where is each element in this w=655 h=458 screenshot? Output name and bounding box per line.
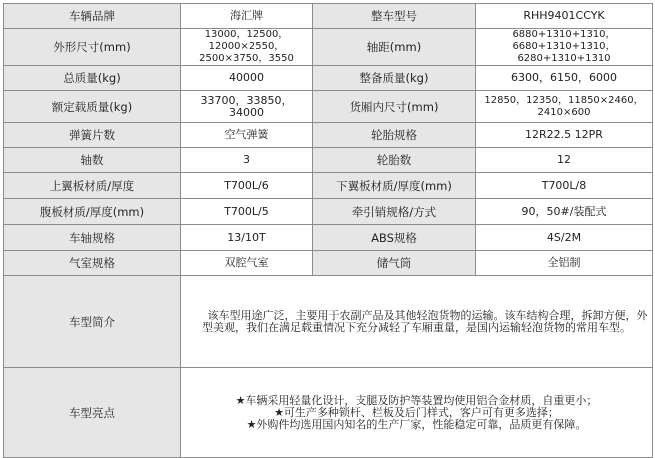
value-model: RHH9401CCYK [476, 4, 653, 29]
table-row [4, 225, 653, 251]
label-axle-spec: 车轴规格 [4, 225, 181, 251]
label-intro: 车型简介 [4, 276, 181, 368]
intro-text: 该车型用途广泛，主要用于农副产品及其他轻泡货物的运输。该车结构合理，拆卸方便，外型美观，我们在满足载重情况下充分减轻了车厢重量，是国内运输轻泡货物的常用车型。 [202, 308, 648, 334]
intro-text-cell [181, 276, 653, 368]
value-air-tank: 全铝制 [476, 251, 653, 276]
table-row [4, 4, 653, 29]
value-curb-mass: 6300，6150，6000 [476, 66, 653, 91]
value-lower-flange: T700L/8 [476, 173, 653, 199]
value-axle-spec: 13/10T [181, 225, 313, 251]
label-axles: 轴数 [4, 148, 181, 173]
value-dimensions: 13000，12500，12000×2550，2500×3750，3550 [181, 29, 313, 66]
table-row [4, 251, 653, 276]
table-row [4, 29, 653, 66]
value-rated-load: 33700，33850，34000 [181, 91, 313, 123]
table-row [4, 123, 653, 148]
table-row [4, 173, 653, 199]
label-tire-count: 轮胎数 [313, 148, 476, 173]
label-brand: 车辆品牌 [4, 4, 181, 29]
value-abs-spec: 4S/2M [476, 225, 653, 251]
label-total-mass: 总质量(kg) [4, 66, 181, 91]
label-air-tank: 储气筒 [313, 251, 476, 276]
table-row [4, 66, 653, 91]
label-highlights: 车型亮点 [4, 368, 181, 458]
table-row [4, 148, 653, 173]
label-lower-flange: 下翼板材质/厚度(mm) [313, 173, 476, 199]
highlight-item: ★车辆采用轻量化设计，支腿及防护等装置均使用铝合金材质，自重更小； [235, 393, 598, 407]
value-cargo-dimensions: 12850，12350，11850×2460，2410×600 [476, 91, 653, 123]
label-air-chamber: 气室规格 [4, 251, 181, 276]
label-spring: 弹簧片数 [4, 123, 181, 148]
label-curb-mass: 整备质量(kg) [313, 66, 476, 91]
label-abs-spec: ABS规格 [313, 225, 476, 251]
highlights-cell [181, 368, 653, 458]
label-dimensions: 外形尺寸(mm) [4, 29, 181, 66]
label-web-plate: 腹板材质/厚度(mm) [4, 199, 181, 225]
label-rated-load: 额定载质量(kg) [4, 91, 181, 123]
highlights-row [4, 368, 653, 458]
value-axles: 3 [181, 148, 313, 173]
value-king-pin: 90，50#/装配式 [476, 199, 653, 225]
value-upper-flange: T700L/6 [181, 173, 313, 199]
value-spring: 空气弹簧 [181, 123, 313, 148]
label-cargo-dimensions: 货厢内尺寸(mm) [313, 91, 476, 123]
highlight-item: ★可生产多种锁杆、栏板及后门样式，客户可有更多选择； [274, 405, 559, 419]
intro-row [4, 276, 653, 368]
value-web-plate: T700L/5 [181, 199, 313, 225]
label-wheelbase: 轴距(mm) [313, 29, 476, 66]
value-wheelbase: 6880+1310+1310，6680+1310+1310，6280+1310+1310 [476, 29, 653, 66]
label-king-pin: 牵引销规格/方式 [313, 199, 476, 225]
value-brand: 海汇牌 [181, 4, 313, 29]
value-tire-count: 12 [476, 148, 653, 173]
label-model: 整车型号 [313, 4, 476, 29]
label-tire-spec: 轮胎规格 [313, 123, 476, 148]
value-total-mass: 40000 [181, 66, 313, 91]
highlight-item: ★外购件均选用国内知名的生产厂家，性能稳定可靠，品质更有保障。 [246, 417, 587, 431]
table-row [4, 199, 653, 225]
spec-table [3, 3, 653, 458]
table-row [4, 91, 653, 123]
value-air-chamber: 双腔气室 [181, 251, 313, 276]
value-tire-spec: 12R22.5 12PR [476, 123, 653, 148]
label-upper-flange: 上翼板材质/厚度 [4, 173, 181, 199]
